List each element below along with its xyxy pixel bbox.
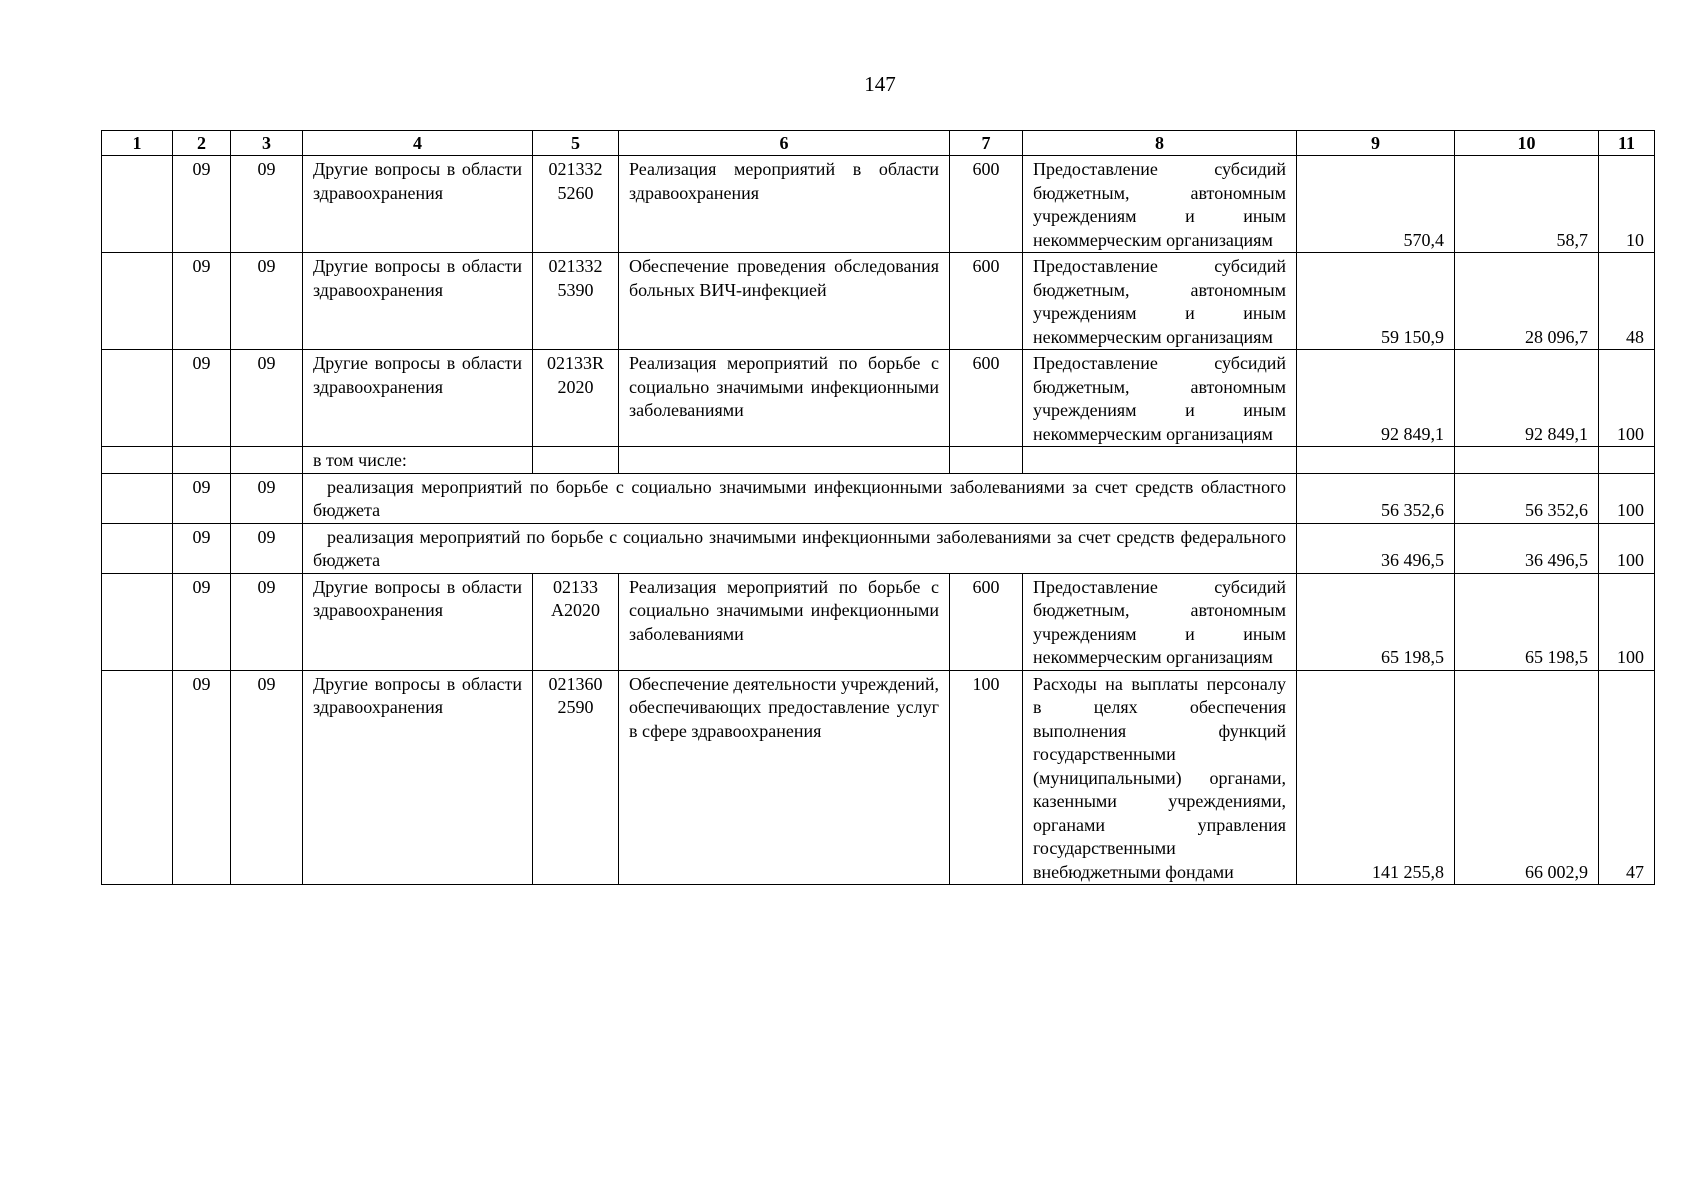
cell-section-name: Другие вопросы в области здравоохранения bbox=[303, 670, 533, 885]
table-row bbox=[102, 573, 1655, 670]
page-number: 147 bbox=[864, 72, 896, 96]
cell-col1 bbox=[102, 573, 173, 670]
cell-percent: 48 bbox=[1599, 253, 1655, 350]
cell-subsection: 09 bbox=[231, 253, 303, 350]
cell-section: 09 bbox=[173, 253, 231, 350]
target-code-part: 5390 bbox=[557, 279, 594, 300]
cell-percent: 47 bbox=[1599, 670, 1655, 885]
cell-target-code bbox=[533, 156, 619, 253]
cell-planned: 65 198,5 bbox=[1297, 573, 1455, 670]
column-header: 11 bbox=[1599, 131, 1655, 156]
cell-percent: 10 bbox=[1599, 156, 1655, 253]
cell-percent: 100 bbox=[1599, 473, 1655, 523]
header-row bbox=[102, 131, 1655, 156]
cell-expense-name: Предоставление субсидий бюджетным, автономным учреждениям и иным некоммерческим организациям bbox=[1023, 573, 1297, 670]
cell-section: 09 bbox=[173, 573, 231, 670]
cell-expense-type: 600 bbox=[950, 573, 1023, 670]
cell-planned: 92 849,1 bbox=[1297, 350, 1455, 447]
table-row bbox=[102, 523, 1655, 573]
cell-subsection: 09 bbox=[231, 670, 303, 885]
cell-planned: 141 255,8 bbox=[1297, 670, 1455, 885]
cell-expense-name: Предоставление субсидий бюджетным, автономным учреждениям и иным некоммерческим организациям bbox=[1023, 156, 1297, 253]
cell-executed: 58,7 bbox=[1455, 156, 1599, 253]
cell-expense-name: Расходы на выплаты персоналу в целях обеспечения выполнения функций государственными (муниципальными) органами, казенными учреждениями, органами управления государственными внебюджетными фондами bbox=[1023, 670, 1297, 885]
cell-target-code bbox=[533, 253, 619, 350]
cell-planned: 59 150,9 bbox=[1297, 253, 1455, 350]
cell-percent: 100 bbox=[1599, 350, 1655, 447]
cell-subsection: 09 bbox=[231, 473, 303, 523]
in-that-number-label: в том числе: bbox=[303, 447, 533, 474]
column-header: 7 bbox=[950, 131, 1023, 156]
cell-executed: 66 002,9 bbox=[1455, 670, 1599, 885]
cell-subsection: 09 bbox=[231, 573, 303, 670]
column-header: 8 bbox=[1023, 131, 1297, 156]
cell-col1 bbox=[102, 670, 173, 885]
budget-table bbox=[101, 130, 1655, 885]
cell-target-code bbox=[533, 670, 619, 885]
cell-sub-description: реализация мероприятий по борьбе с социально значимыми инфекционными заболеваниями за счет средств федерального бюджета bbox=[303, 523, 1297, 573]
column-header: 4 bbox=[303, 131, 533, 156]
table-row bbox=[102, 447, 1655, 474]
cell-expense-type: 600 bbox=[950, 156, 1023, 253]
cell-subsection: 09 bbox=[231, 156, 303, 253]
cell-planned: 36 496,5 bbox=[1297, 523, 1455, 573]
cell-section: 09 bbox=[173, 350, 231, 447]
column-header: 1 bbox=[102, 131, 173, 156]
cell-col1 bbox=[102, 350, 173, 447]
cell-section: 09 bbox=[173, 523, 231, 573]
cell-executed: 36 496,5 bbox=[1455, 523, 1599, 573]
cell-section-name: Другие вопросы в области здравоохранения bbox=[303, 573, 533, 670]
target-code-part: 2020 bbox=[557, 376, 594, 397]
cell-target-name: Обеспечение проведения обследования больных ВИЧ-инфекцией bbox=[619, 253, 950, 350]
cell-expense-name: Предоставление субсидий бюджетным, автономным учреждениям и иным некоммерческим организациям bbox=[1023, 253, 1297, 350]
cell-target-name: Обеспечение деятельности учреждений, обеспечивающих предоставление услуг в сфере здравоохранения bbox=[619, 670, 950, 885]
cell-expense-type: 600 bbox=[950, 350, 1023, 447]
target-code-part: 02133R bbox=[546, 353, 604, 373]
target-code-part: 5260 bbox=[557, 182, 594, 203]
cell-target-code bbox=[533, 573, 619, 670]
column-header: 6 bbox=[619, 131, 950, 156]
target-code-part: 021360 bbox=[548, 673, 603, 694]
target-code-part: 2590 bbox=[557, 697, 594, 717]
cell-section: 09 bbox=[173, 473, 231, 523]
cell-subsection: 09 bbox=[231, 350, 303, 447]
cell-executed: 28 096,7 bbox=[1455, 253, 1599, 350]
cell-target-code bbox=[533, 350, 619, 447]
cell-expense-type: 600 bbox=[950, 253, 1023, 350]
cell-executed: 56 352,6 bbox=[1455, 473, 1599, 523]
column-header: 2 bbox=[173, 131, 231, 156]
cell-executed: 92 849,1 bbox=[1455, 350, 1599, 447]
column-header: 9 bbox=[1297, 131, 1455, 156]
cell-subsection: 09 bbox=[231, 523, 303, 573]
cell-section: 09 bbox=[173, 156, 231, 253]
cell-section: 09 bbox=[173, 670, 231, 885]
column-header: 5 bbox=[533, 131, 619, 156]
table-row bbox=[102, 473, 1655, 523]
cell-section-name: Другие вопросы в области здравоохранения bbox=[303, 350, 533, 447]
cell-section-name: Другие вопросы в области здравоохранения bbox=[303, 156, 533, 253]
cell-col1 bbox=[102, 253, 173, 350]
cell-expense-name: Предоставление субсидий бюджетным, автономным учреждениям и иным некоммерческим организациям bbox=[1023, 350, 1297, 447]
table-row bbox=[102, 350, 1655, 447]
cell-col1 bbox=[102, 156, 173, 253]
target-code-part: 02133 bbox=[553, 576, 598, 597]
cell-planned: 570,4 bbox=[1297, 156, 1455, 253]
cell-expense-type: 100 bbox=[950, 670, 1023, 885]
cell-target-name: Реализация мероприятий по борьбе с социально значимыми инфекционными заболеваниями bbox=[619, 350, 950, 447]
column-header: 10 bbox=[1455, 131, 1599, 156]
target-code-part: А2020 bbox=[551, 600, 600, 620]
cell-planned: 56 352,6 bbox=[1297, 473, 1455, 523]
cell-percent: 100 bbox=[1599, 523, 1655, 573]
table-row bbox=[102, 670, 1655, 885]
column-header: 3 bbox=[231, 131, 303, 156]
cell-target-name: Реализация мероприятий по борьбе с социально значимыми инфекционными заболеваниями bbox=[619, 573, 950, 670]
target-code-part: 021332 bbox=[548, 159, 603, 179]
table-row bbox=[102, 253, 1655, 350]
cell-target-name: Реализация мероприятий в области здравоохранения bbox=[619, 156, 950, 253]
cell-percent: 100 bbox=[1599, 573, 1655, 670]
target-code-part: 021332 bbox=[548, 256, 603, 276]
table-row bbox=[102, 156, 1655, 253]
cell-sub-description: реализация мероприятий по борьбе с социально значимыми инфекционными заболеваниями за счет средств областного бюджета bbox=[303, 473, 1297, 523]
cell-section-name: Другие вопросы в области здравоохранения bbox=[303, 253, 533, 350]
cell-executed: 65 198,5 bbox=[1455, 573, 1599, 670]
